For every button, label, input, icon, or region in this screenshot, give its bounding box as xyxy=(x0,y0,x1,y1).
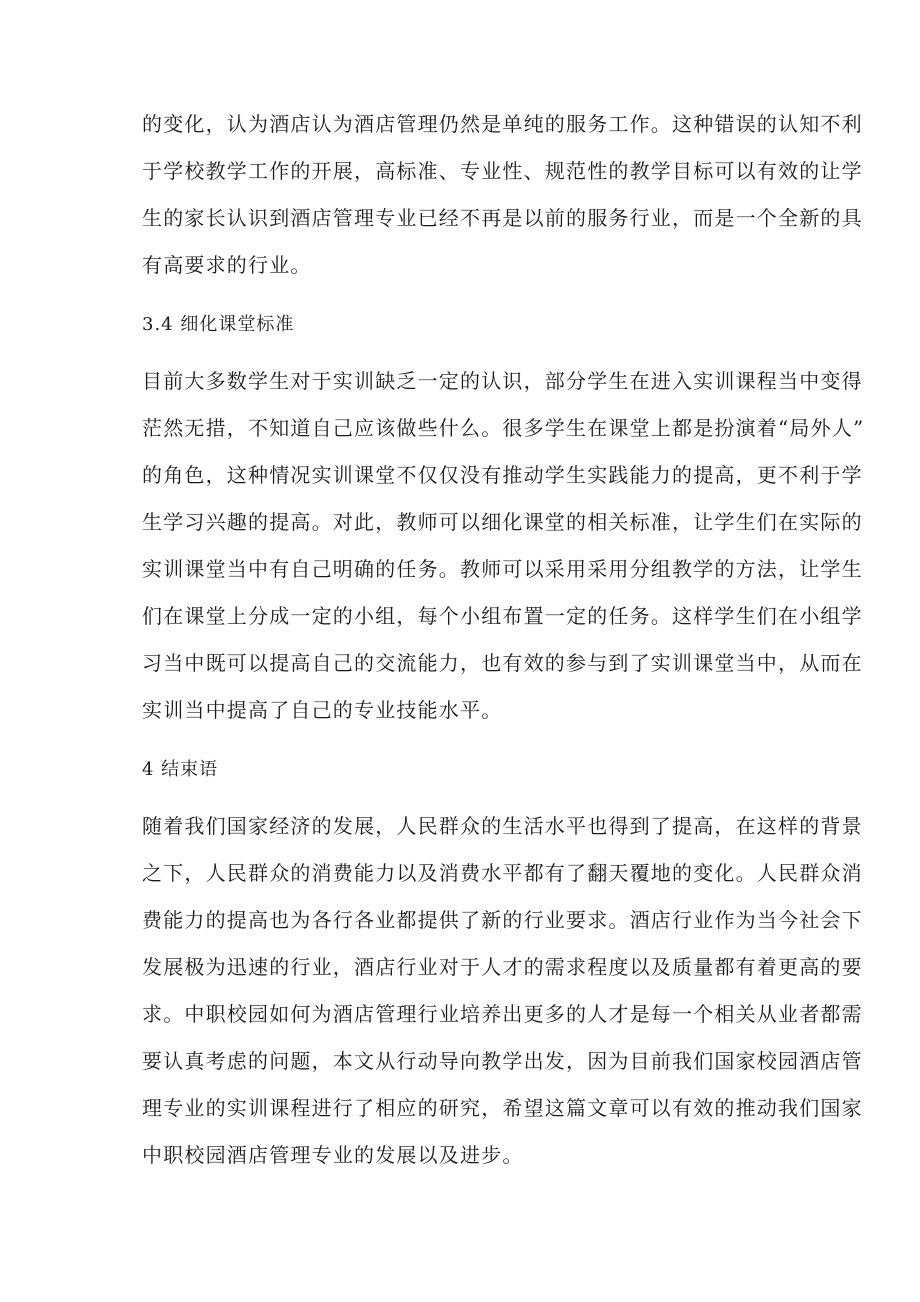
paragraph-line: 习当中既可以提高自己的交流能力，也有效的参与到了实训课堂当中，从而在 xyxy=(142,651,863,675)
paragraph-line: 求。中职校园如何为酒店管理行业培养出更多的人才是每一个相关从业者都需 xyxy=(142,1002,863,1026)
paragraph-line: 中职校园酒店管理专业的发展以及进步。 xyxy=(142,1143,524,1167)
paragraph-line: 茫然无措，不知道自己应该做些什么。很多学生在课堂上都是扮演着“局外人” xyxy=(142,416,865,440)
paragraph-line: 发展极为迅速的行业，酒店行业对于人才的需求程度以及质量都有着更高的要 xyxy=(142,955,863,979)
paragraph-line: 要认真考虑的问题，本文从行动导向教学出发，因为目前我们国家校园酒店管 xyxy=(142,1049,863,1073)
paragraph-line: 于学校教学工作的开展，高标准、专业性、规范性的教学目标可以有效的让学 xyxy=(142,159,863,183)
section-heading-4: 4 结束语 xyxy=(142,759,219,780)
paragraph-line: 随着我们国家经济的发展，人民群众的生活水平也得到了提高，在这样的背景 xyxy=(142,814,863,838)
paragraph-line: 们在课堂上分成一定的小组，每个小组布置一定的任务。这样学生们在小组学 xyxy=(142,604,863,628)
paragraph-line: 有高要求的行业。 xyxy=(142,253,312,277)
paragraph-line: 理专业的实训课程进行了相应的研究，希望这篇文章可以有效的推动我们国家 xyxy=(142,1096,863,1120)
paragraph-line: 实训当中提高了自己的专业技能水平。 xyxy=(142,698,503,722)
paragraph-line: 的变化，认为酒店认为酒店管理仍然是单纯的服务工作。这种错误的认知不利 xyxy=(142,112,863,136)
paragraph-line: 生的家长认识到酒店管理专业已经不再是以前的服务行业，而是一个全新的具 xyxy=(142,206,863,230)
paragraph-line: 费能力的提高也为各行各业都提供了新的行业要求。酒店行业作为当今社会下 xyxy=(142,908,863,932)
section-heading-3-4: 3.4 细化课堂标准 xyxy=(142,314,295,335)
paragraph-line: 生学习兴趣的提高。对此，教师可以细化课堂的相关标准，让学生们在实际的 xyxy=(142,510,863,534)
paragraph-line: 的角色，这种情况实训课堂不仅仅没有推动学生实践能力的提高，更不利于学 xyxy=(142,463,863,487)
paragraph-line: 目前大多数学生对于实训缺乏一定的认识，部分学生在进入实训课程当中变得 xyxy=(142,369,863,393)
paragraph-line: 实训课堂当中有自己明确的任务。教师可以采用采用分组教学的方法，让学生 xyxy=(142,557,863,581)
paragraph-line: 之下，人民群众的消费能力以及消费水平都有了翻天覆地的变化。人民群众消 xyxy=(142,861,863,885)
